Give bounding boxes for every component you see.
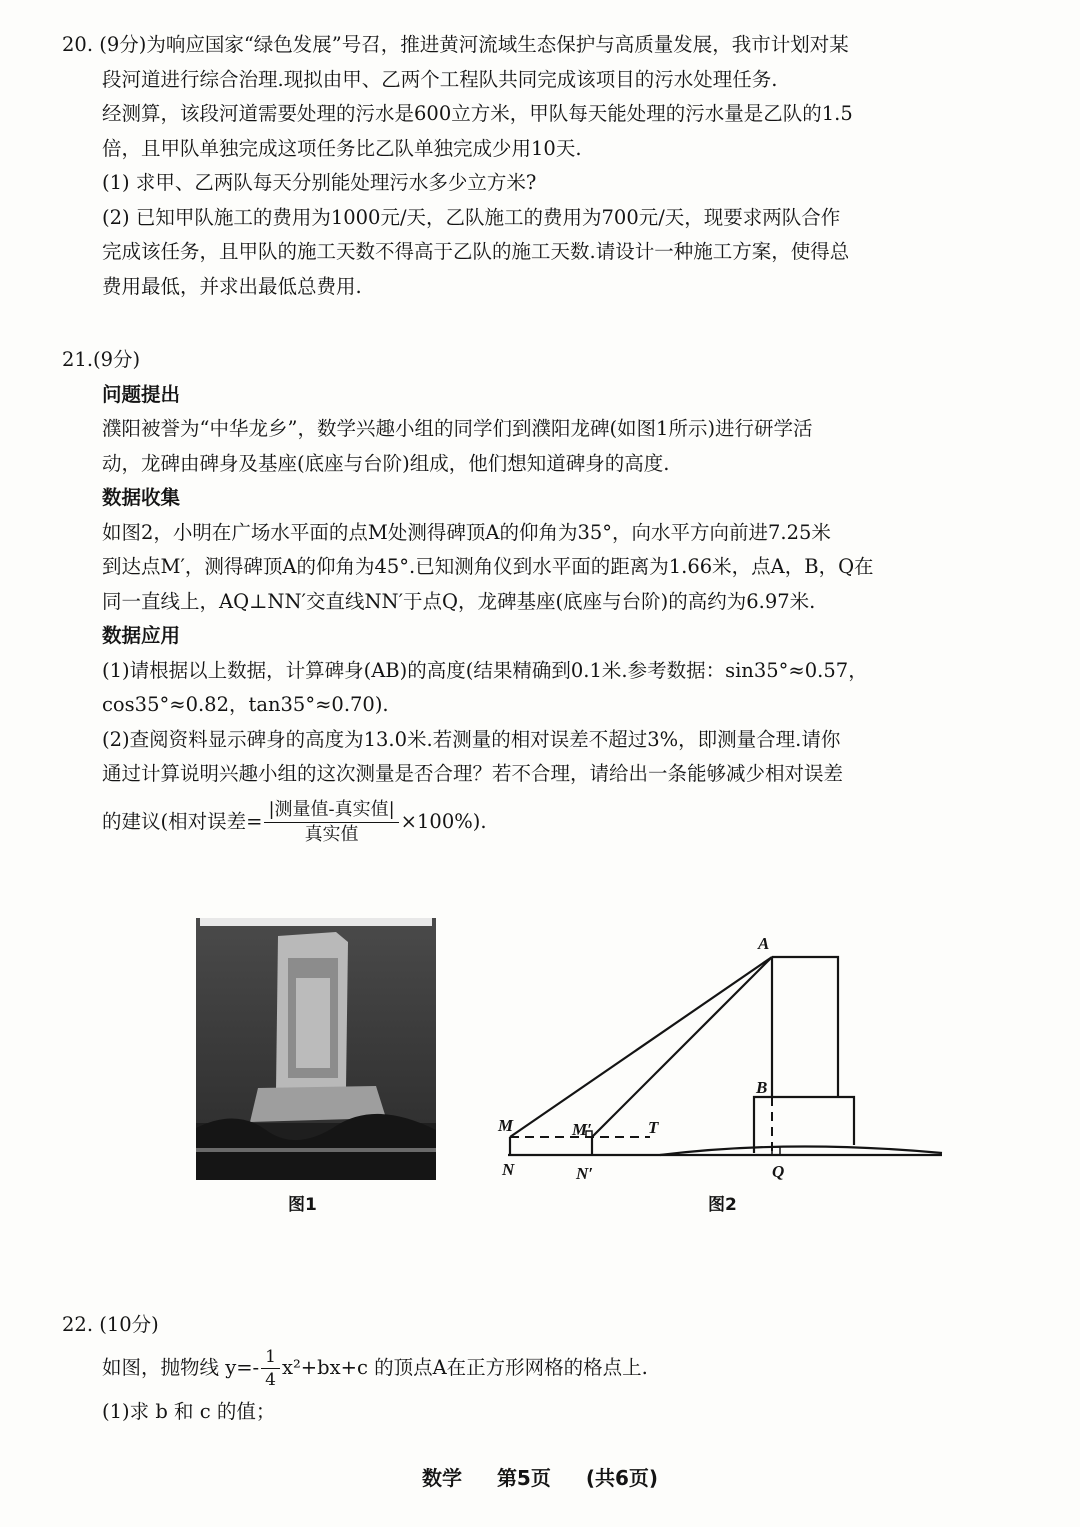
q20-line-8: 费用最低，并求出最低总费用.: [102, 274, 362, 298]
q21-p2-line-2: 到达点M′，测得碑顶A的仰角为45°.已知测角仪到水平面的距离为1.66米，点A，B，Q在: [102, 555, 874, 578]
label-N: N: [502, 1160, 515, 1179]
label-A: A: [758, 934, 770, 953]
q20-line-6: (2) 已知甲队施工的费用为1000元/天，乙队施工的费用为700元/天，现要求两队合作: [102, 205, 841, 229]
fraction-numerator: 1: [261, 1346, 280, 1369]
monument-shaft: [772, 957, 838, 1097]
q22-sub-1: (1)求 b 和 c 的值；: [102, 1400, 276, 1423]
footer-subject: 数学: [421, 1466, 462, 1490]
label-T: T: [648, 1118, 659, 1137]
q20-line-4: 倍，且甲队单独完成这项任务比乙队单独完成少用10天.: [102, 136, 582, 160]
q21-heading-data: 数据收集: [102, 486, 181, 509]
footer-page: 第5页: [496, 1466, 551, 1490]
label-B: B: [756, 1078, 768, 1097]
q21-p2-line-3: 同一直线上，AQ⊥NN′交直线NN′于点Q，龙碑基座(底座与台阶)的高约为6.97米.: [102, 589, 816, 613]
q21-p2-line-1: 如图2，小明在广场水平面的点M处测得碑顶A的仰角为35°，向水平方向前进7.25米: [102, 520, 831, 544]
figure-2-caption: 图2: [708, 1195, 737, 1215]
q20-line-2: 段河道进行综合治理.现拟由甲、乙两个工程队共同完成该项目的污水处理任务.: [102, 67, 778, 91]
q21-heading-problem: 问题提出: [102, 382, 181, 406]
q21-p3-line-2: cos35°≈0.82，tan35°≈0.70).: [102, 693, 389, 716]
footer-total: (共6页): [585, 1466, 659, 1490]
q22-post: x²+bx+c 的顶点A在正方形网格的格点上.: [281, 1356, 648, 1379]
sight-line-Mp: [592, 957, 772, 1137]
question-21: [62, 343, 1022, 847]
q21-p3-line-1: (1)请根据以上数据，计算碑身(AB)的高度(结果精确到0.1米.参考数据：sin35°≈0.57，: [102, 658, 868, 682]
question-20: [62, 28, 1022, 304]
q21-p4-line-2: 通过计算说明兴趣小组的这次测量是否合理？若不合理，请给出一条能够减少相对误差: [102, 762, 844, 785]
ground-steps: [660, 1146, 942, 1155]
q21-p1-line-2: 动，龙碑由碑身及基座(底座与台阶)组成，他们想知道碑身的高度.: [102, 451, 670, 475]
q20-line-3: 经测算，该段河道需要处理的污水是600立方米，甲队每天能处理的污水量是乙队的1.5: [102, 102, 853, 125]
relative-error-fraction: [264, 798, 398, 847]
fraction-denominator: 4: [265, 1370, 276, 1390]
coefficient-fraction: [261, 1346, 280, 1391]
figure-2-diagram: [490, 925, 950, 1195]
page-footer: [0, 1462, 1080, 1491]
q22-line-1: [62, 1346, 1022, 1391]
label-Np: N′: [576, 1164, 594, 1183]
label-M: M: [498, 1116, 514, 1135]
q22-pre: 如图，抛物线 y=-: [102, 1356, 260, 1379]
q20-line-1: 20. (9分)为响应国家“绿色发展”号召，推进黄河流域生态保护与高质量发展，我市计划对某: [62, 33, 849, 56]
sight-line-M: [510, 957, 772, 1137]
q20-line-5: (1) 求甲、乙两队每天分别能处理污水多少立方米?: [102, 171, 537, 194]
q21-heading-apply: 数据应用: [102, 624, 181, 647]
monument-base: [754, 1097, 854, 1153]
q21-p4-pre: 的建议(相对误差=: [102, 809, 263, 833]
q21-p4-line-3: [62, 798, 1022, 847]
label-Q: Q: [772, 1162, 785, 1181]
figure-1-caption: 图1: [288, 1195, 317, 1215]
q20-line-7: 完成该任务，且甲队的施工天数不得高于乙队的施工天数.请设计一种施工方案，使得总: [102, 240, 850, 263]
label-Mp: M′: [572, 1120, 592, 1139]
q22-title: 22. (10分): [62, 1313, 159, 1336]
q21-title: 21.(9分): [62, 348, 141, 371]
dragon-monument-photo: [196, 918, 436, 1180]
q21-p4-line-1: (2)查阅资料显示碑身的高度为13.0米.若测量的相对误差不超过3%，即测量合理.请你: [102, 727, 841, 751]
fraction-denominator: 真实值: [304, 823, 359, 845]
fraction-numerator: |测量值-真实值|: [264, 798, 398, 823]
question-22: [62, 1304, 1022, 1433]
q21-p4-post: ×100%).: [400, 809, 487, 833]
q21-p1-line-1: 濮阳被誉为“中华龙乡”，数学兴趣小组的同学们到濮阳龙碑(如图1所示)进行研学活: [102, 417, 813, 440]
